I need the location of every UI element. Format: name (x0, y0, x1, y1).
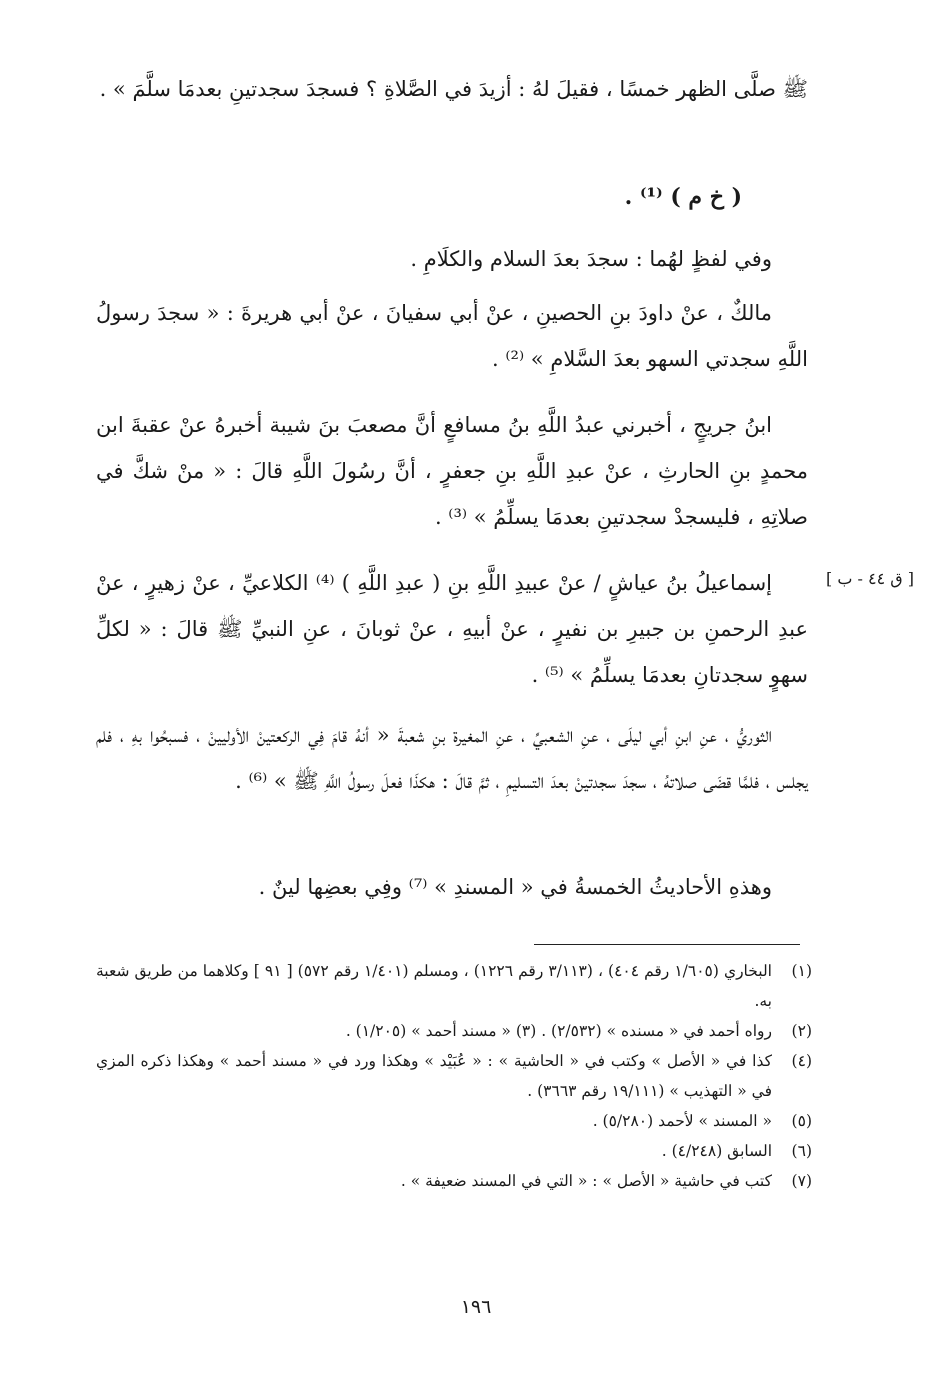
paragraph-text: ﷺ صلَّى الظهر خمسًا ، فقيلَ لهُ : أزيدَ في الصَّلاةِ ؟ فسجدَ سجدتينِ بعدمَا سلَّمَ » . (99, 77, 808, 101)
footnote-item (96, 1046, 812, 1106)
footnote-text: رواه أحمد في « مسنده » (٢/٥٣٢) . (٣) « مسند أحمد » (١/٢٠٥) . (345, 1022, 772, 1040)
footnote-text: البخاري (١/٦٠٥ رقم ٤٠٤) ، (٣/١١٣ رقم ١٢٢٦) ، ومسلم (١/٤٠١ رقم ٥٧٢) [ ٩١ ] وكلاهما من طريق شعبة به. (96, 962, 772, 1010)
footnote-text: كذا في « الأصل » وكتب في « الحاشية » : « عُبَيْد » وهكذا ورد في « مسند أحمد » وهكذا ذكره المزي في « التهذيب » (١٩/١١١ رقم ٣٦٦٣) . (96, 1052, 772, 1100)
footnote-number: (٦) (791, 1142, 812, 1160)
body-paragraph (96, 66, 808, 112)
footnote-item (96, 956, 812, 1016)
paragraph-text: وهذهِ الأحاديثُ الخمسةُ في « المسندِ » ⁽⁷⁾ وفِي بعضِها لينٌ . (258, 875, 772, 899)
footnote-item (96, 1016, 812, 1046)
footnote-divider (534, 944, 800, 945)
footnote-number: (٥) (791, 1112, 812, 1130)
body-paragraph (96, 712, 808, 804)
page-number: ١٩٦ (460, 1296, 492, 1318)
footnote-number: (٢) (791, 1022, 812, 1040)
paragraph-text: وفي لفظٍ لهُما : سجدَ بعدَ السلام والكلَامِ . (410, 247, 772, 271)
body-paragraph (96, 560, 808, 698)
body-paragraph (96, 864, 808, 910)
footnotes (96, 956, 812, 1196)
footnote-number: (٤) (791, 1052, 812, 1070)
footnote-item (96, 1136, 812, 1166)
paragraph-text: إسماعيلُ بنُ عياشٍ / عنْ عبيدِ اللَّهِ بنِ ( عبدِ اللَّهِ ) ⁽⁴⁾ الكلاعيِّ ، عنْ زهيرٍ ، عنْ عبدِ الرحمنِ بن جبيرِ بن نفيرٍ ، عنْ أبيهِ ، عنْ ثوبانَ ، عنِ النبيِّ ﷺ قالَ : « لكلِّ سهوٍ سجدتانِ بعدمَا يسلِّمُ » ⁽⁵⁾ . (96, 571, 808, 687)
source-marker (625, 174, 742, 220)
footnote-text: « المسند » لأحمد (٥/٢٨٠) . (592, 1112, 772, 1130)
paragraph-text: مالكٌ ، عنْ داودَ بنِ الحصينِ ، عنْ أبي سفيانَ ، عنْ أبي هريرةَ : « سجدَ رسولُ اللَّهِ سجدتي السهو بعدَ السَّلامِ » ⁽²⁾ . (96, 301, 808, 371)
paragraph-text: الثوريُّ ، عنِ ابنِ أبي ليلَى ، عنِ الشعبيِّ ، عنِ المغيرة بنِ شعبةَ « أنهُ قامَ فِي الركعتينْ الأوليينْ ، فسبحُوا بهِ ، فلم يجلس ، فلمَّا قضَى صلاتهُ ، سجدَ سجدتينْ بعدَ التسليمِ ، ثمَّ قالَ : هكذَا فعلَ رسولُ اللَّهِ ﷺ » ⁽⁶⁾ . (96, 723, 808, 793)
paragraph-text: ابنُ جريجٍ ، أخبرني عبدُ اللَّهِ بنُ مسافعٍ أنَّ مصعبَ بنَ شيبة أخبرهُ عنْ عقبةَ ابن محمدٍ بنِ الحارثِ ، عنْ عبدِ اللَّهِ بنِ جعفرٍ ، أنَّ رسُولَ اللَّهِ قالَ : « منْ شكَّ في صلاتِهِ ، فليسجدْ سجدتينِ بعدمَا يسلِّمُ » ⁽³⁾ . (96, 413, 808, 529)
footnote-text: كتب في حاشية « الأصل » : « التي في المسند ضعيفة » . (400, 1172, 772, 1190)
footnote-text: السابق (٤/٢٤٨) . (661, 1142, 772, 1160)
footnote-number: (٧) (791, 1172, 812, 1190)
footnote-item (96, 1106, 812, 1136)
body-paragraph (96, 236, 808, 282)
manuscript-folio-note: [ ق ٤٤ - ب ] (826, 569, 914, 588)
footnote-item (96, 1166, 812, 1196)
body-paragraph (96, 402, 808, 540)
paragraph-text: ( خ م ) ⁽¹⁾ . (624, 184, 742, 210)
body-paragraph (96, 290, 808, 382)
footnote-number: (١) (791, 962, 812, 980)
